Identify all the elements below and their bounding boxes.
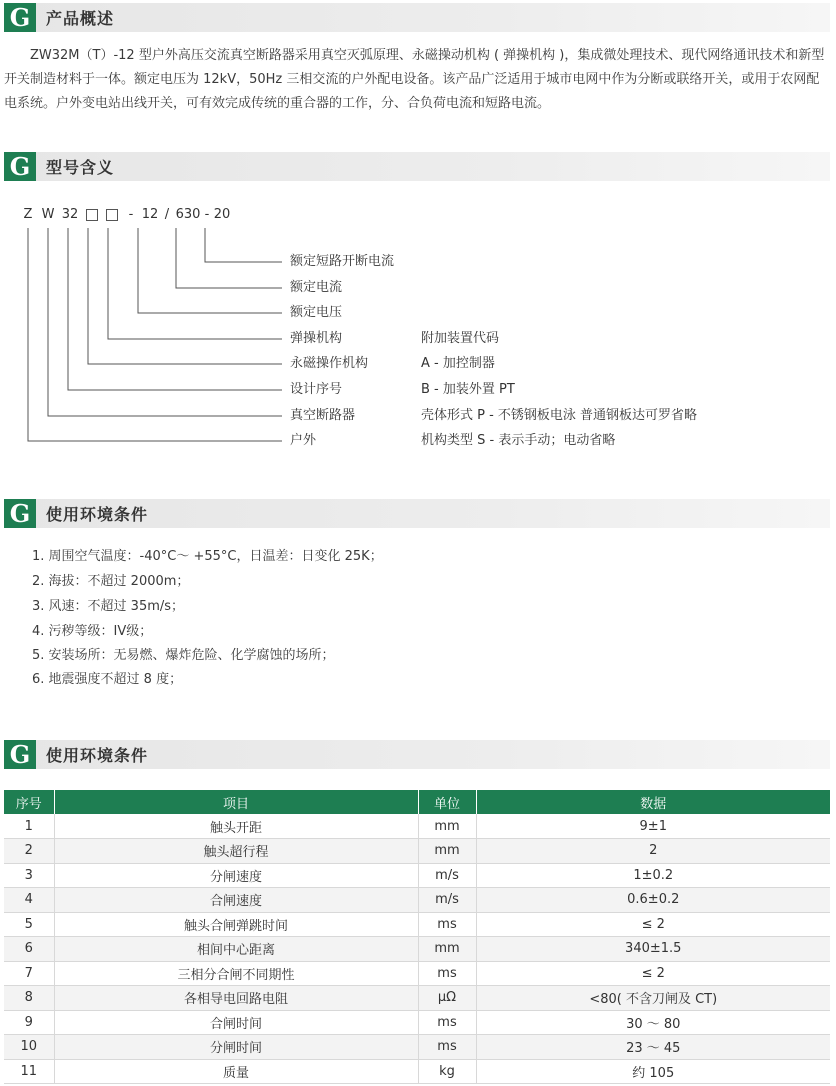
cell-unit: ms: [418, 1010, 476, 1035]
section-title-params: 使用环境条件: [46, 746, 149, 765]
code-630: 630: [175, 207, 201, 222]
params-table: [4, 790, 830, 1084]
env-item: 3. 风速：不超过 35m/s；: [32, 599, 185, 614]
cell-unit: mm: [418, 839, 476, 864]
cell-unit: ms: [418, 1035, 476, 1060]
cell-index: 3: [4, 863, 54, 888]
cell-index: 8: [4, 986, 54, 1011]
env-item: 6. 地震强度不超过 8 度；: [32, 672, 183, 687]
cell-unit: mm: [418, 937, 476, 962]
cell-unit: m/s: [418, 863, 476, 888]
table-row: [4, 814, 830, 839]
cell-value: ≤ 2: [476, 961, 830, 986]
section-header-overview: [4, 3, 830, 32]
header-unit: 单位: [418, 790, 476, 814]
cell-item: 各相导电回路电阻: [54, 986, 418, 1011]
cell-value: 0.6±0.2: [476, 888, 830, 913]
cell-index: 11: [4, 1059, 54, 1084]
cell-index: 1: [4, 814, 54, 839]
cell-item: 合闸时间: [54, 1010, 418, 1035]
g-logo-icon: G: [4, 152, 36, 181]
cell-value: <80( 不含刀闸及 CT): [476, 986, 830, 1011]
cell-index: 10: [4, 1035, 54, 1060]
cell-value: 30 ～ 80: [476, 1010, 830, 1035]
cell-index: 7: [4, 961, 54, 986]
header-value: 数据: [476, 790, 830, 814]
section-header-model: [4, 152, 830, 181]
cell-unit: ms: [418, 961, 476, 986]
section-title-model: 型号含义: [46, 158, 115, 177]
cell-value: 23 ～ 45: [476, 1035, 830, 1060]
model-code: [18, 207, 232, 225]
cell-unit: kg: [418, 1059, 476, 1084]
note-attach-code: 附加装置代码: [421, 331, 500, 346]
note-a: A - 加控制器: [421, 356, 495, 371]
cell-item: 分闸时间: [54, 1035, 418, 1060]
cell-value: 1±0.2: [476, 863, 830, 888]
code-12: 12: [141, 207, 159, 222]
env-item: 1. 周围空气温度：-40°C～ +55°C，日温差：日变化 25K；: [32, 549, 383, 564]
env-item: 5. 安装场所：无易燃、爆炸危险、化学腐蚀的场所；: [32, 648, 335, 663]
code-slash: /: [164, 207, 170, 222]
cell-index: 4: [4, 888, 54, 913]
g-logo-icon: G: [4, 740, 36, 769]
cell-unit: m/s: [418, 888, 476, 913]
table-row: [4, 912, 830, 937]
section-title-overview: 产品概述: [46, 9, 115, 28]
cell-value: 约 105: [476, 1059, 830, 1084]
label-magnet: 永磁操作机构: [290, 356, 369, 371]
cell-value: 2: [476, 839, 830, 864]
code-box-1: [82, 207, 102, 225]
table-row: [4, 839, 830, 864]
overview-paragraph: ZW32M（T）-12 型户外高压交流真空断路器采用真空灭弧原理、永磁操动机构 ( 弹操机构 )，集成微处理技术、现代网络通讯技术和新型开关制造材料于一体。额定电压为 12kV，50Hz 三相交流的户外配电设备。该产品广泛适用于城市电网中作为分断或联络开关，或用于农网配电系统。户外变电站出线开关，可有效完成传统的重合器的工作，分、合负荷电流和短路电流。: [4, 48, 825, 111]
g-logo-icon: G: [4, 499, 36, 528]
label-spring: 弹操机构: [290, 331, 343, 346]
cell-index: 6: [4, 937, 54, 962]
code-20: 20: [213, 207, 231, 222]
note-b: B - 加装外置 PT: [421, 382, 515, 397]
code-dash-1: -: [128, 207, 134, 222]
cell-value: 340±1.5: [476, 937, 830, 962]
cell-item: 三相分合闸不同期性: [54, 961, 418, 986]
cell-index: 2: [4, 839, 54, 864]
code-w: W: [41, 207, 55, 222]
env-item: 2. 海拔：不超过 2000m；: [32, 574, 190, 589]
code-32: 32: [61, 207, 79, 222]
label-rated-voltage: 额定电压: [290, 305, 343, 320]
cell-unit: μΩ: [418, 986, 476, 1011]
cell-item: 分闸速度: [54, 863, 418, 888]
label-vacuum: 真空断路器: [290, 408, 356, 423]
cell-unit: mm: [418, 814, 476, 839]
label-design: 设计序号: [290, 382, 343, 397]
table-row: [4, 937, 830, 962]
section-header-params: [4, 740, 830, 769]
cell-unit: ms: [418, 912, 476, 937]
cell-item: 触头开距: [54, 814, 418, 839]
section-header-environment: [4, 499, 830, 528]
note-s: 机构类型 S - 表示手动；电动省略: [421, 433, 616, 448]
table-row: [4, 888, 830, 913]
table-row: [4, 961, 830, 986]
label-outdoor: 户外: [290, 433, 317, 448]
table-header-row: [4, 790, 830, 814]
note-p: 壳体形式 P - 不锈钢板电泳 普通钢板达可罗省略: [421, 408, 698, 423]
code-z: Z: [23, 207, 33, 222]
table-row: [4, 1010, 830, 1035]
g-logo-icon: G: [4, 3, 36, 32]
code-box-2: [102, 207, 122, 225]
header-index: 序号: [4, 790, 54, 814]
table-row: [4, 863, 830, 888]
cell-value: ≤ 2: [476, 912, 830, 937]
cell-value: 9±1: [476, 814, 830, 839]
cell-index: 9: [4, 1010, 54, 1035]
cell-item: 触头合闸弹跳时间: [54, 912, 418, 937]
cell-item: 相间中心距离: [54, 937, 418, 962]
label-short-circuit: 额定短路开断电流: [290, 254, 395, 269]
header-item: 项目: [54, 790, 418, 814]
table-row: [4, 1035, 830, 1060]
table-row: [4, 986, 830, 1011]
cell-item: 触头超行程: [54, 839, 418, 864]
table-row: [4, 1059, 830, 1084]
cell-item: 质量: [54, 1059, 418, 1084]
label-rated-current: 额定电流: [290, 280, 343, 295]
env-item: 4. 污秽等级：IV级；: [32, 624, 153, 639]
cell-index: 5: [4, 912, 54, 937]
section-title-environment: 使用环境条件: [46, 505, 149, 524]
cell-item: 合闸速度: [54, 888, 418, 913]
code-dash-2: -: [204, 207, 210, 222]
